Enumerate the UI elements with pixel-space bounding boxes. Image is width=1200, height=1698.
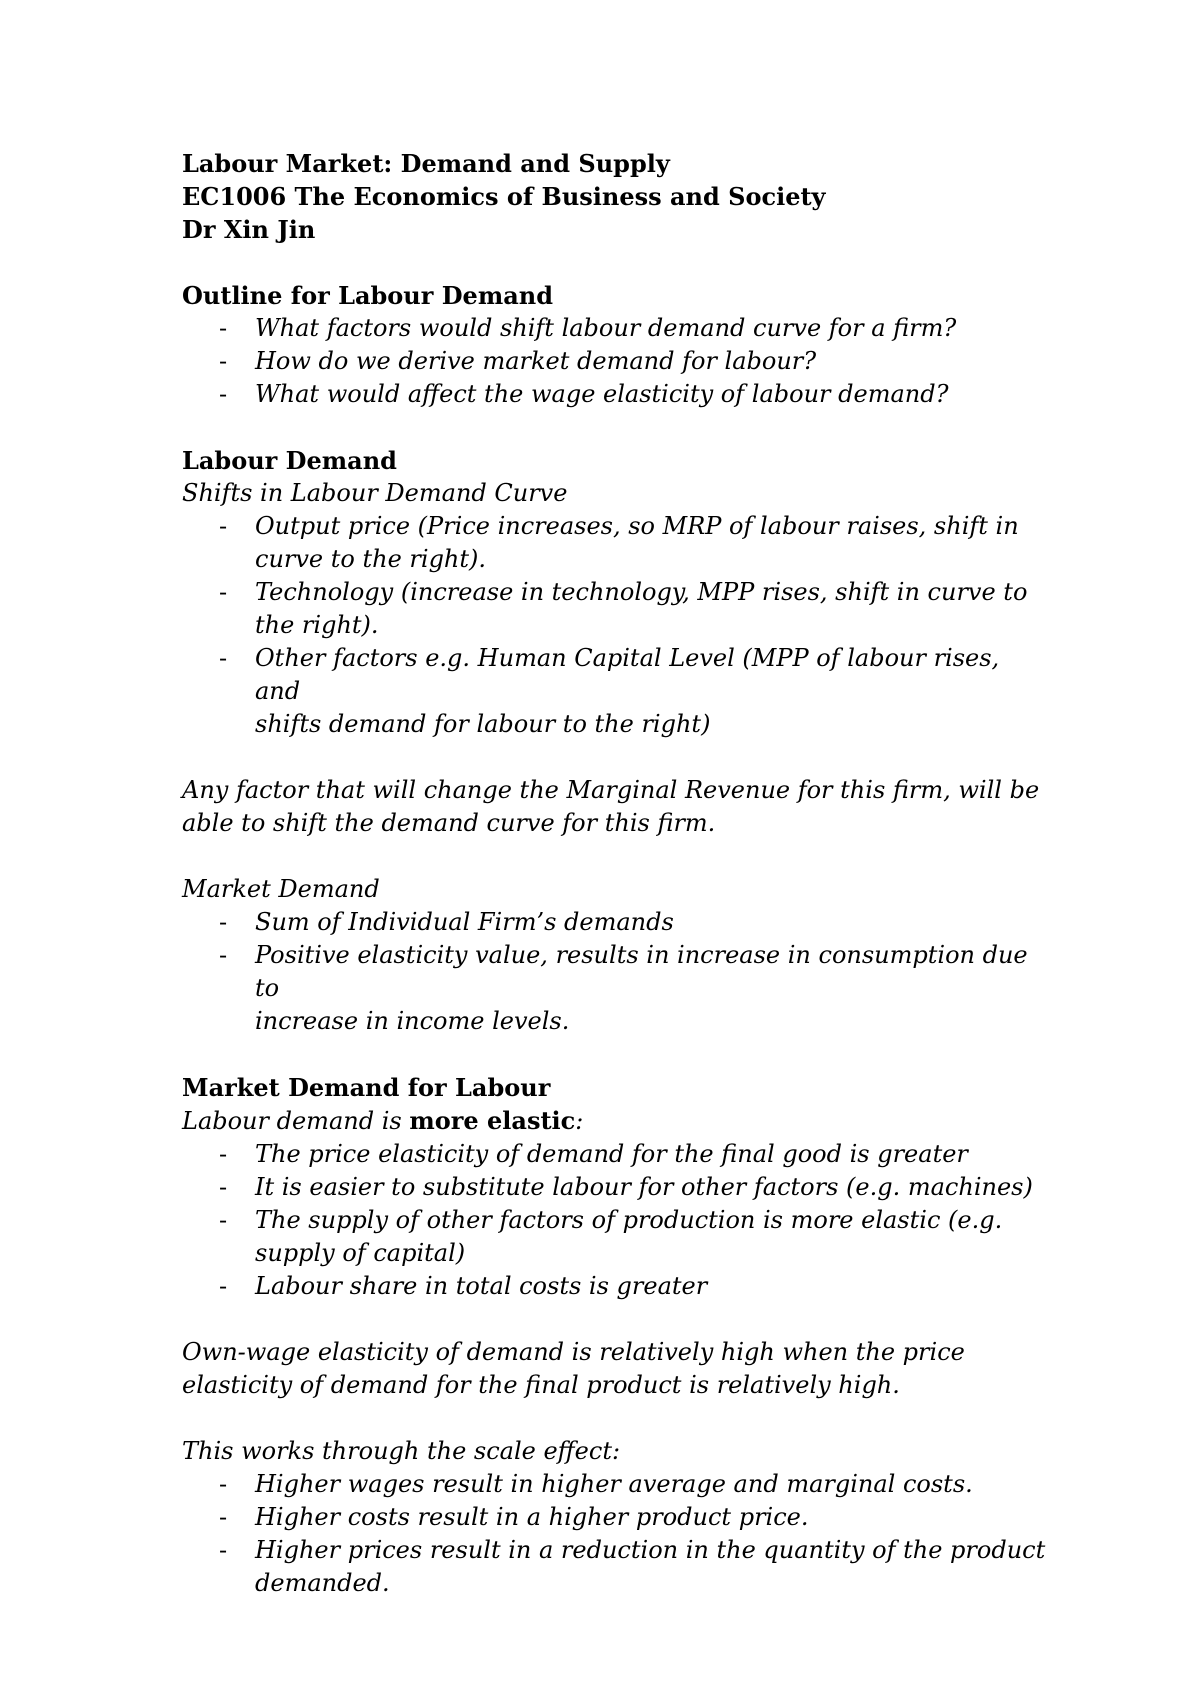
outline-list	[182, 312, 1050, 411]
own-wage-paragraph-line: Own-wage elasticity of demand is relatively high when the price	[182, 1338, 965, 1366]
elastic-conditions-list	[182, 1138, 1050, 1303]
outline-heading: Outline for Labour Demand	[182, 281, 554, 310]
list-item	[182, 1270, 1050, 1303]
list-item-line: - Output price (Price increases, so MRP of labour raises, shift in	[255, 512, 1019, 540]
author-name: Dr Xin Jin	[182, 215, 316, 244]
document-title: Labour Market: Demand and Supply	[182, 149, 670, 178]
list-item: - What would affect the wage elasticity of labour demand?	[182, 378, 1050, 411]
list-item	[182, 576, 1050, 642]
labour-demand-heading: Labour Demand	[182, 446, 397, 475]
scale-effect-list	[182, 1468, 1050, 1600]
own-wage-paragraph-line: elasticity of demand for the final product is relatively high.	[182, 1371, 900, 1399]
list-item	[182, 939, 1050, 1038]
list-item-line: curve to the right).	[255, 545, 487, 573]
list-item-line: increase in income levels.	[255, 1007, 570, 1035]
list-item	[182, 1138, 1050, 1171]
list-item	[182, 510, 1050, 576]
course-title: EC1006 The Economics of Business and Society	[182, 182, 826, 211]
list-item-line: - It is easier to substitute labour for other factors (e.g. machines)	[255, 1173, 1033, 1201]
list-item-line: - Higher wages result in higher average and marginal costs.	[255, 1470, 973, 1498]
intro-suffix: :	[575, 1107, 584, 1135]
list-item-line: - The supply of other factors of production is more elastic (e.g.	[255, 1206, 1003, 1234]
list-item-line: - Higher costs result in a higher product price.	[255, 1503, 809, 1531]
list-item-line: supply of capital)	[255, 1239, 466, 1267]
list-item-line: - Other factors e.g. Human Capital Level (MPP of labour rises, and	[255, 644, 1000, 705]
market-demand-subheading: Market Demand	[182, 875, 380, 903]
list-item	[182, 1501, 1050, 1534]
list-item	[182, 1468, 1050, 1501]
list-item-line: - Positive elasticity value, results in increase in consumption due to	[255, 941, 1028, 1002]
list-item: - How do we derive market demand for labour?	[182, 345, 1050, 378]
note-paragraph-line: able to shift the demand curve for this firm.	[182, 809, 716, 837]
intro-bold: more elastic	[409, 1106, 576, 1135]
list-item-line: the right).	[255, 611, 379, 639]
scale-effect-intro: This works through the scale effect:	[182, 1437, 621, 1465]
elasticity-intro	[182, 1104, 1050, 1138]
list-item-line: - Higher prices result in a reduction in the quantity of the product	[255, 1536, 1046, 1564]
list-item	[182, 1204, 1050, 1270]
list-item-line: - Sum of Individual Firm’s demands	[255, 908, 674, 936]
market-demand-list	[182, 906, 1050, 1038]
shifts-list	[182, 510, 1050, 741]
market-demand-labour-heading: Market Demand for Labour	[182, 1073, 551, 1102]
list-item-line: shifts demand for labour to the right)	[255, 710, 711, 738]
list-item-line: - The price elasticity of demand for the final good is greater	[255, 1140, 968, 1168]
list-item-line: demanded.	[255, 1569, 390, 1597]
list-item	[182, 642, 1050, 741]
list-item: - What factors would shift labour demand curve for a firm?	[182, 312, 1050, 345]
note-paragraph-line: Any factor that will change the Marginal Revenue for this firm, will be	[182, 776, 1040, 804]
list-item	[182, 1534, 1050, 1600]
list-item-line: - Labour share in total costs is greater	[255, 1272, 708, 1300]
list-item	[182, 906, 1050, 939]
intro-prefix: Labour demand is	[182, 1107, 410, 1135]
list-item-line: - Technology (increase in technology, MPP rises, shift in curve to	[255, 578, 1028, 606]
shifts-subheading: Shifts in Labour Demand Curve	[182, 479, 568, 507]
list-item	[182, 1171, 1050, 1204]
